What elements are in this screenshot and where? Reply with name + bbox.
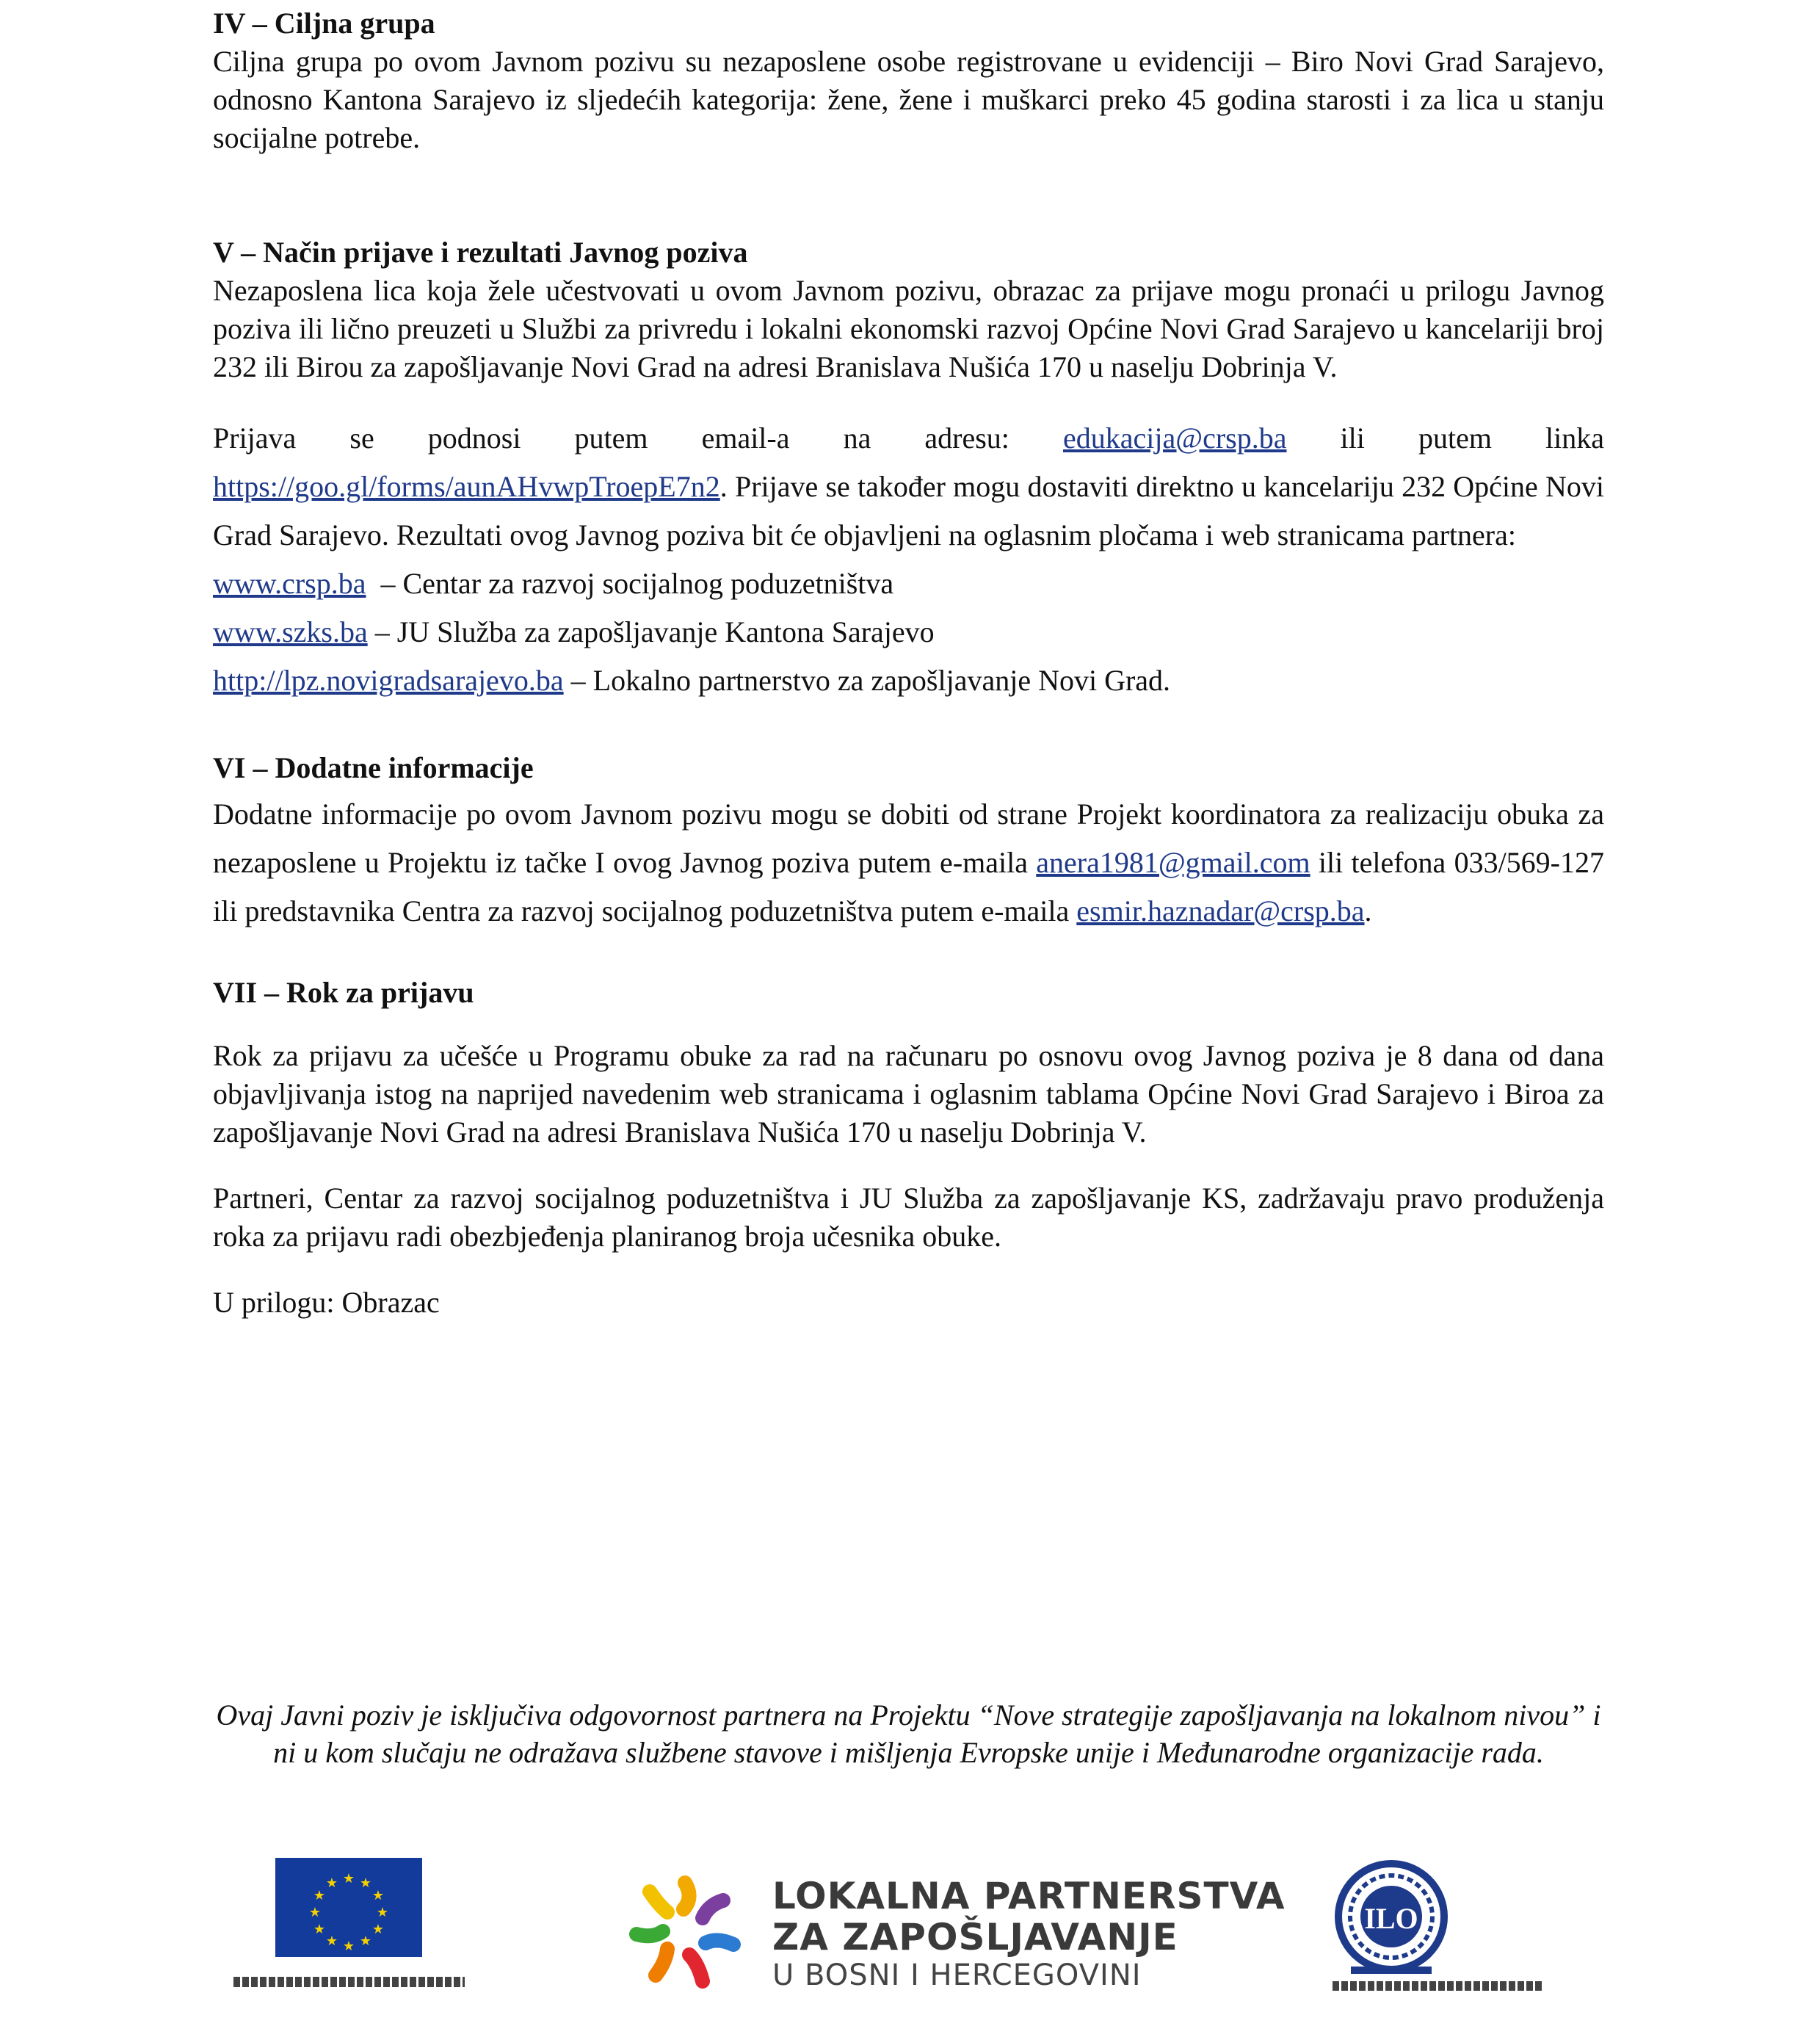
- ilo-emblem-icon: [1329, 1858, 1454, 1983]
- svg-text:★: ★: [308, 1905, 322, 1920]
- partner-item: [213, 656, 1604, 705]
- section-iv-text: Ciljna grupa po ovom Javnom pozivu su nezaposlene osobe registrovane u evidenciji – Biro Novi Grad Sarajevo, odnosno Kantona Sarajevo iz sljedećih kategorija: žene, žene i muškarci preko 45 godina starosti i za lica u stanju socijalne potrebe.: [213, 45, 1604, 154]
- section-vi-text: [213, 790, 1604, 936]
- lpz-line-3: U BOSNI I HERCEGOVINI: [772, 1958, 1142, 1992]
- lpz-line-2: ZA ZAPOŠLJAVANJE: [772, 1916, 1178, 1958]
- eu-logo-caption: [233, 1977, 465, 1987]
- disclaimer: Ovaj Javni poziv je isključiva odgovornost partnera na Projektu “Nove strategije zapošljavanja na lokalnom nivou” i ni u kom slučaju ne odražava službene stavove i mišljenja Evropske unije i Međunarodne organizacije rada.: [216, 1698, 1601, 1769]
- section-vii-heading: VII – Rok za prijavu: [213, 976, 474, 1009]
- eu-flag-logo: [275, 1858, 422, 1957]
- svg-text:★: ★: [371, 1922, 385, 1937]
- svg-text:★: ★: [359, 1933, 372, 1949]
- svg-text:★: ★: [342, 1871, 355, 1886]
- lpz-logo-text: [772, 1875, 1286, 1993]
- partner-link-crsp[interactable]: www.crsp.ba: [213, 567, 366, 600]
- section-vi-text-end: .: [1364, 894, 1372, 927]
- svg-text:★: ★: [371, 1888, 385, 1903]
- partner-link-lpz[interactable]: http://lpz.novigradsarajevo.ba: [213, 664, 564, 697]
- document-page: [213, 0, 1604, 1322]
- extension-text: Partneri, Centar za razvoj socijalnog poduzetništva i JU Služba za zapošljavanje KS, zadržavaju pravo produženja roka za prijavu radi obezbjeđenja planiranog broja učesnika obuke.: [213, 1182, 1604, 1253]
- application-text-mid: ili putem linka: [1286, 422, 1604, 455]
- coordinator-email-link[interactable]: anera1981@gmail.com: [1036, 846, 1310, 879]
- ilo-logo-caption: [1333, 1981, 1542, 1991]
- section-v-text: Nezaposlena lica koja žele učestvovati u ovom Javnom pozivu, obrazac za prijave mogu pronaći u prilogu Javnog poziva ili lično preuzeti u Službi za privredu i lokalni ekonomski razvoj Općine Novi Grad Sarajevo u kancelariji broj 232 ili Birou za zapošljavanje Novi Grad na adresi Branislava Nušića 170 u naselju Dobrinja V.: [213, 274, 1604, 383]
- section-vi-text-mid: ili telefona 033/569-127 ili predstavnika Centra za razvoj socijalnog poduzetništva putem e-maila: [213, 846, 1604, 927]
- svg-text:★: ★: [325, 1875, 338, 1891]
- partner-item: [213, 560, 1604, 608]
- svg-text:★: ★: [359, 1875, 372, 1891]
- partner-logos: [0, 1858, 1820, 2026]
- eu-stars-icon: [275, 1858, 422, 1957]
- lpz-line-1: LOKALNA PARTNERSTVA: [772, 1875, 1286, 1917]
- application-text-start: Prijava se podnosi putem email-a na adresu:: [213, 422, 1063, 455]
- application-paragraph: [213, 414, 1604, 560]
- section-vi-heading: VI – Dodatne informacije: [213, 751, 534, 784]
- crsp-representative-email-link[interactable]: esmir.haznadar@crsp.ba: [1076, 894, 1365, 927]
- partner-list: [213, 560, 1604, 705]
- svg-text:★: ★: [313, 1888, 326, 1903]
- section-vi-text-start: Dodatne informacije po ovom Javnom pozivu mogu se dobiti od strane Projekt koordinatora za realizaciju obuka za nezaposlene u Projektu iz tačke I ovog Javnog poziva putem e-maila: [213, 797, 1604, 879]
- svg-text:★: ★: [325, 1933, 338, 1949]
- application-form-link[interactable]: https://goo.gl/forms/aunAHvwpTroepE7n2: [213, 470, 720, 503]
- partner-desc: – JU Služba za zapošljavanje Kantona Sarajevo: [367, 615, 935, 648]
- application-email-link[interactable]: edukacija@crsp.ba: [1062, 422, 1287, 455]
- application-text-end: . Prijave se također mogu dostaviti direktno u kancelariju 232 Općine Novi Grad Sarajevo. Rezultati ovog Javnog poziva bit će objavljeni na oglasnim pločama i web stranicama partnera:: [213, 470, 1604, 551]
- deadline-text: Rok za prijavu za učešće u Programu obuke za rad na računaru po osnovu ovog Javnog poziva je 8 dana od dana objavljivanja istog na naprijed navedenim web stranicama i oglasnim tablama Općine Novi Grad Sarajevo i Biroa za zapošljavanje Novi Grad na adresi Branislava Nušića 170 u naselju Dobrinja V.: [213, 1039, 1604, 1148]
- partner-item: [213, 608, 1604, 656]
- svg-text:★: ★: [376, 1905, 389, 1920]
- svg-text:★: ★: [313, 1922, 326, 1937]
- lpz-star-icon: [626, 1873, 744, 1990]
- svg-text:★: ★: [342, 1939, 355, 1954]
- section-v-heading: V – Način prijave i rezultati Javnog poziva: [213, 236, 748, 269]
- partner-desc: – Centar za razvoj socijalnog poduzetništva: [366, 567, 894, 600]
- section-iv-heading: IV – Ciljna grupa: [213, 7, 435, 40]
- partner-link-szks[interactable]: www.szks.ba: [213, 615, 368, 648]
- attachment-note: U prilogu: Obrazac: [213, 1286, 440, 1319]
- partner-desc: – Lokalno partnerstvo za zapošljavanje Novi Grad.: [563, 664, 1171, 697]
- svg-text:ILO: ILO: [1364, 1902, 1418, 1935]
